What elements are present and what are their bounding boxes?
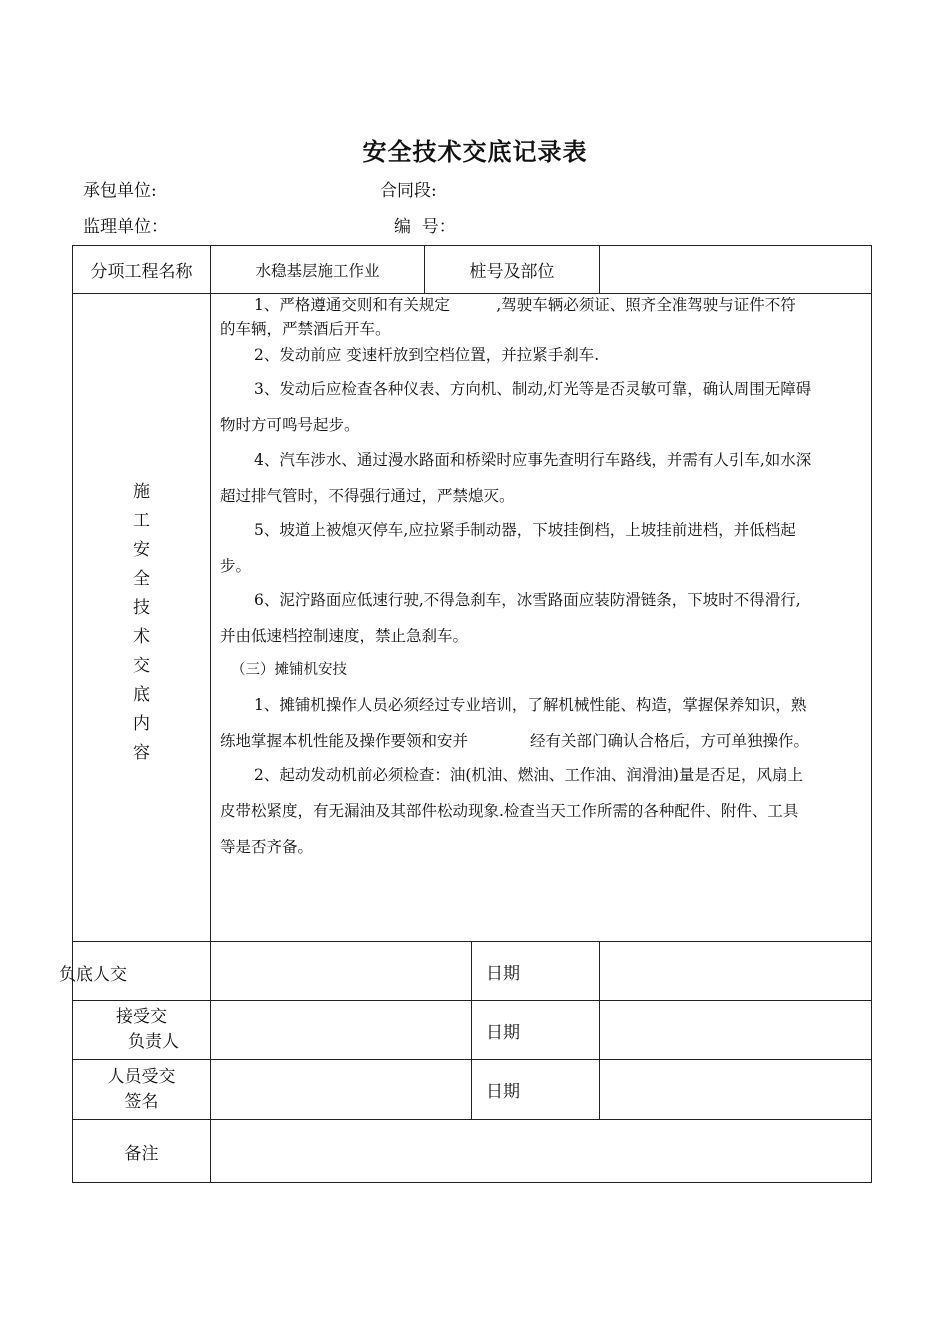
content-line: 6、泥泞路面应低速行驶,不得急刹车，冰雪路面应装防滑链条，下坡时不得滑行, (254, 591, 801, 609)
team-label-line-1: 人员受交 (107, 1066, 176, 1087)
content-line: 3、发动后应检查各种仪表、方向机、制动,灯光等是否灵敏可靠，确认周围无障碍 (254, 380, 812, 398)
discloser-label: 负底人交 (59, 965, 127, 985)
project-name-label: 分项工程名称 (73, 246, 211, 294)
receiver-value (211, 1001, 472, 1060)
content-line: 的车辆，严禁酒后开车。 (220, 320, 391, 338)
content-label-char: 全 (133, 569, 150, 589)
team-label (73, 1060, 211, 1120)
content-line: 5、坡道上被熄灭停车,应拉紧手制动器，下坡挂倒档，上坡挂前进档，并低档起 (254, 521, 796, 539)
content-line: 2、发动前应 变速杆放到空档位置，并拉紧手刹车. (254, 346, 600, 364)
remark-value (211, 1120, 872, 1183)
content-line: 步。 (220, 557, 252, 575)
table-row-team (73, 1060, 872, 1120)
content-label-char: 施 (133, 482, 150, 502)
content-label-char: 安 (133, 540, 150, 560)
supervisor-label: 监理单位： (83, 217, 168, 237)
content-vertical-label (73, 294, 211, 942)
receiver-date-label: 日期 (472, 1001, 600, 1060)
contractor-label: 承包单位: (83, 181, 157, 201)
content-line: 1、摊铺机操作人员必须经过专业培训，了解机械性能、构造，掌握保养知识，熟 (254, 696, 807, 714)
content-label-char: 容 (133, 743, 150, 763)
remark-label: 备注 (73, 1120, 211, 1183)
receiver-label-line-2: 负责人 (128, 1032, 179, 1052)
content-label-char: 工 (133, 511, 150, 531)
content-section-heading: （三）摊铺机安技 (231, 662, 347, 678)
content-line: 并由低速档控制速度，禁止急刹车。 (220, 627, 469, 645)
content-line: 2、起动发动机前必须检查：油(机油、燃油、工作油、润滑油)量是否足，风扇上 (254, 766, 803, 784)
content-line: 超过排气管时，不得强行通过，严禁熄灭。 (220, 487, 515, 505)
number-label: 编 号： (394, 217, 456, 237)
content-label-char: 术 (133, 627, 150, 647)
disclosure-table (59, 245, 872, 1183)
project-name-value: 水稳基层施工作业 (211, 246, 425, 294)
content-label-char: 技 (133, 598, 150, 618)
table-row-discloser (73, 942, 872, 1001)
receiver-label (73, 1001, 211, 1060)
station-label: 桩号及部位 (425, 246, 600, 294)
content-label-char: 内 (133, 714, 150, 734)
table-row-remark (73, 1120, 872, 1183)
page-title: 安全技术交底记录表 (362, 138, 588, 166)
discloser-cell (59, 942, 211, 1001)
content-line: 等是否齐备。 (220, 838, 314, 856)
contract-section-label: 合同段: (380, 181, 437, 201)
discloser-date-value (600, 942, 872, 1001)
content-label-char: 底 (133, 685, 150, 705)
receiver-date-value (600, 1001, 872, 1060)
team-label-line-2: 签名 (124, 1091, 159, 1112)
receiver-label-line-1: 接受交 (116, 1007, 167, 1027)
content-label-char: 交 (133, 656, 150, 676)
content-body (211, 294, 872, 942)
team-date-value (600, 1060, 872, 1120)
team-date-label: 日期 (472, 1060, 600, 1120)
content-line: 4、汽车涉水、通过漫水路面和桥梁时应事先查明行车路线，并需有人引车,如水深 (254, 451, 812, 469)
table-row-receiver (73, 1001, 872, 1060)
discloser-date-label: 日期 (472, 942, 600, 1001)
table-row-content (73, 294, 872, 942)
discloser-value (211, 942, 472, 1001)
team-value (211, 1060, 472, 1120)
content-line: 皮带松紧度，有无漏油及其部件松动现象.检查当天工作所需的各种配件、附件、工具 (220, 802, 799, 820)
content-line: 物时方可鸣号起步。 (220, 416, 360, 434)
content-line: 1、严格遵通交则和有关规定 ,驾驶车辆必须证、照齐全准驾驶与证件不符 (254, 296, 796, 314)
content-line: 练地掌握本机性能及操作要领和安并 经有关部门确认合格后，方可单独操作。 (220, 732, 810, 750)
